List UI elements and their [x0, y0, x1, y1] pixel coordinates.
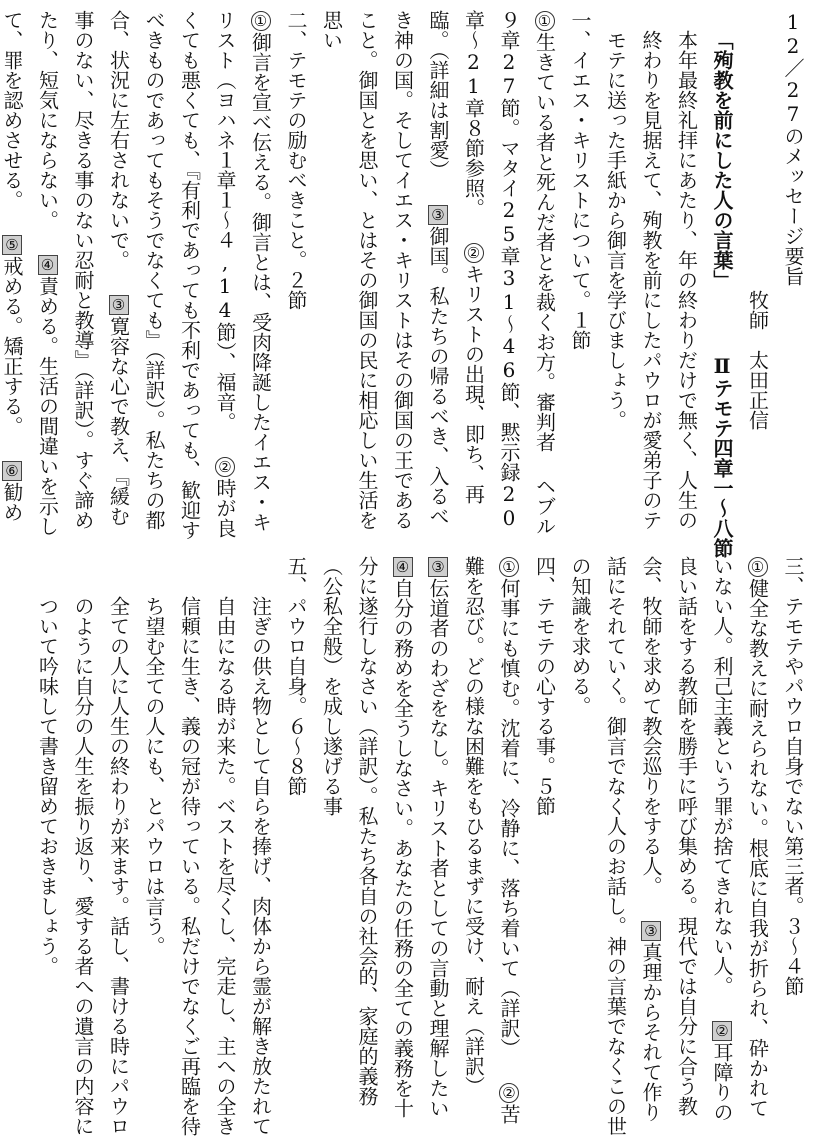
circled-number-icon: ② — [464, 244, 483, 262]
boxed-number-icon: ④ — [393, 558, 412, 576]
point-text: 勧め — [0, 482, 24, 522]
boxed-number-icon: ⑤ — [3, 236, 21, 254]
point-text: 健全な教えに耐えられない。根底に自我が折られ、砕かれていない人。利己主義という罪が捨てきれない人。 — [710, 556, 770, 1118]
boxed-number-icon: ⑥ — [3, 462, 21, 480]
intro-scripture: Ⅱテモテ四章一〜八節 — [710, 354, 734, 558]
boxed-number-icon: ④ — [38, 256, 57, 274]
bottom-half — [6, 556, 810, 1136]
point-text: 何事にも慎む。沈着に、冷静に、落ち着いて（詳訳） — [497, 578, 521, 1058]
header-author: 牧師 太田正信 — [745, 290, 770, 430]
point-text: 寛容な心で教え、『緩む事のない、尽きる事のない忍耐と教導』（詳訳）。すぐ諦めたり、短気にならない。 — [35, 10, 131, 530]
point-text: 時が良くても悪くても、『有利であっても不利であっても、歓迎すべきものであってもそうでなくても』（詳訳）。私たちの都合、状況に左右されないで。 — [106, 10, 237, 540]
point-text: 苦難を忍び。どの様な困難をもひるまずに受け、耐え（詳訳） — [461, 556, 521, 1124]
point-text: 御言を宣べ伝える。御言とは、受肉降誕したイエス・キリスト（ヨハネ１章１〜４,14節）、福音。 — [213, 10, 273, 532]
boxed-number-icon: ③ — [109, 296, 128, 314]
point-text: 耳障りの良い話をする教師を勝手に呼び集める。現代では自分に合う教会、牧師を求めて教会巡りをする人。 — [639, 556, 734, 1122]
intro-body: 本年最終礼拝にあたり、年の終わりだけで無く、人生の終わりを見据えて、殉教を前にしたパウロが愛弟子のテモテに送った手紙から御言を学びましょう。 — [603, 30, 699, 530]
section-5-closing: 全ての人に人生の終わりが来ます。話し、書ける時にパウロのように自分の人生を振り返り、愛する者への遺言の内容について吟味して書き留めておきましょう。 — [35, 596, 131, 1136]
circled-number-icon: ① — [535, 12, 554, 30]
circled-number-icon: ② — [216, 458, 234, 476]
point-text: キリストの出現、即ち、再臨。（詳細は割愛） — [426, 10, 486, 504]
section-5-body: 注ぎの供え物として自らを捧げ、肉体から霊が解き放たれて自由になる時が来た。ベストを尽くし、完走し、主への全き信頼に生き、義の冠が待っている。私だけでなくご再臨を待ち望む全ての人にも、とパウロは言う。 — [142, 596, 273, 1136]
circled-number-icon: ② — [500, 1084, 518, 1102]
top-half — [0, 10, 810, 558]
boxed-number-icon: ③ — [642, 922, 660, 940]
section-2-heading: 二、テモテの励むべきこと。２節 — [284, 10, 308, 310]
circled-number-icon: ① — [251, 12, 270, 30]
section-1-point-1 — [313, 10, 562, 542]
point-text: 自分の務めを全うしなさい。あなたの任務の全ての義務を十分に遂行しなさい（詳訳）。私たち各自の社会的、家庭的義務（公私全般）を成し遂げる事 — [319, 556, 415, 1118]
point-text: 伝道者のわざをなし。キリスト者としての言動と理解したい — [426, 578, 450, 1118]
boxed-number-icon: ② — [713, 1022, 731, 1040]
section-4-points — [313, 556, 526, 1136]
point-text: 戒める。矯正する。 — [0, 256, 24, 436]
section-3-heading: 三、テモテやパウロ自身でない第三者。３〜４節 — [781, 556, 805, 996]
section-1-heading: 一、イエス・キリストについて。１節 — [568, 10, 592, 350]
section-5-heading: 五、パウロ自身。６〜８節 — [284, 556, 308, 796]
boxed-number-icon: ③ — [429, 558, 447, 576]
section-4-heading: 四、テモテの心する事。５節 — [532, 556, 557, 816]
point-text: 生きている者と死んだ者とを裁くお方。審判者 ヘブル９章27節。マタイ25章31〜46節、黙示録20章〜21章８節参照。 — [461, 10, 557, 536]
point-text: 御国。私たちの帰るべき、入るべき神の国。そしてイエス・キリストはその御国の王であること。御国とを思い、とはその御国の民に相応しい生活を思い — [319, 10, 450, 530]
intro-title — [704, 30, 740, 558]
intro-title-text: 「殉教を前にした人の言葉」 — [710, 30, 734, 290]
circled-number-icon: ① — [748, 558, 767, 576]
point-text: 真理からそれて作り話にそれていく。御言でなく人のお話し。神の言葉でなくこの世の知識を求める。 — [568, 556, 663, 1136]
header-date: 12／27のメッセージ要旨 — [781, 10, 805, 286]
circled-number-icon: ① — [500, 558, 518, 576]
section-3-points — [562, 556, 775, 1136]
section-2-points — [0, 10, 278, 542]
point-text: 責める。生活の間違いを示して、罪を認めさせる。 — [0, 10, 60, 536]
boxed-number-icon: ③ — [429, 206, 447, 224]
